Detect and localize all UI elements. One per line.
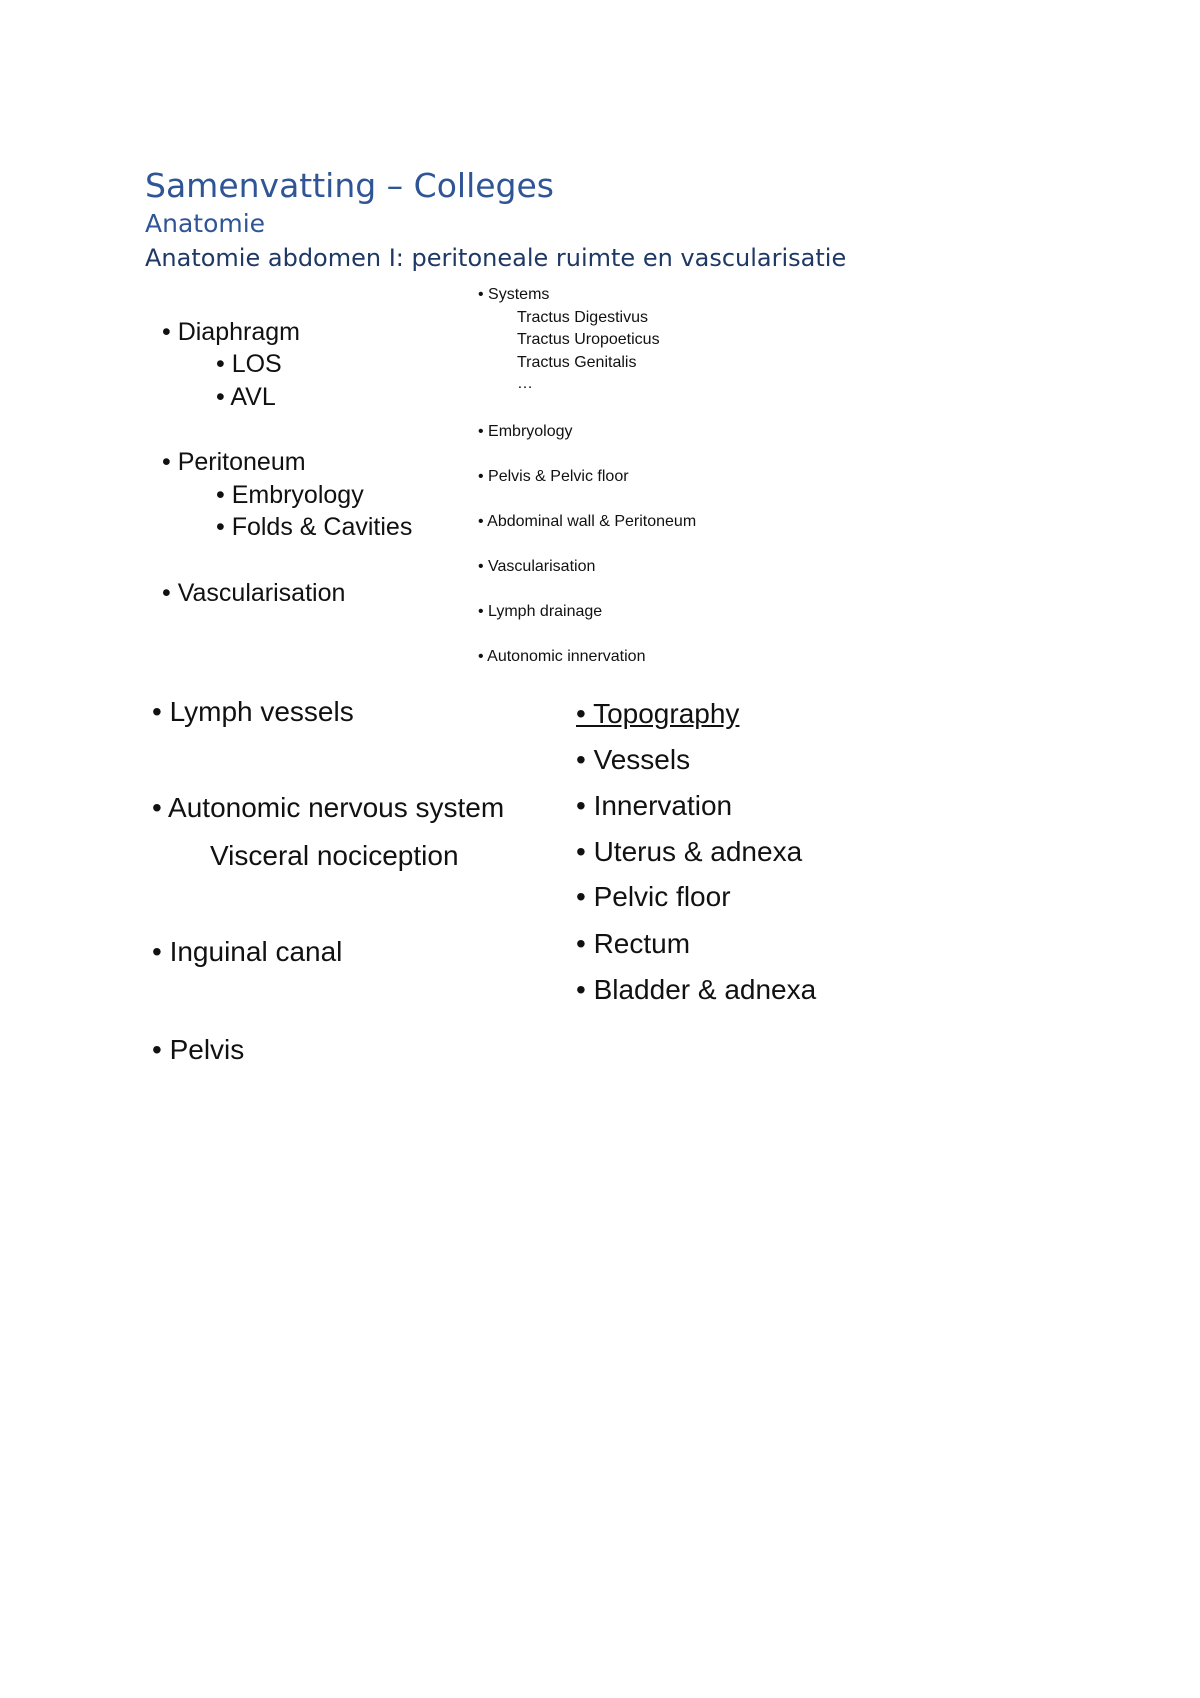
list-item: • Pelvic floor [576, 881, 731, 912]
list-item: • Embryology [478, 423, 573, 440]
list-item: • Peritoneum [162, 448, 306, 476]
list-item: • Abdominal wall & Peritoneum [478, 513, 697, 530]
subsection-heading: Anatomie abdomen I: peritoneale ruimte en vascularisatie [145, 244, 847, 272]
list-item: • Lymph vessels [152, 696, 354, 727]
section-heading: Anatomie [145, 209, 266, 238]
list-item: • Lymph drainage [478, 603, 603, 620]
list-item: • Autonomic nervous system [152, 792, 505, 823]
list-item: Tractus Genitalis [517, 354, 637, 371]
list-item: • Folds & Cavities [216, 513, 413, 541]
list-item: • Rectum [576, 928, 691, 959]
list-item: • Inguinal canal [152, 936, 343, 967]
list-item: • Vascularisation [478, 558, 596, 575]
list-item: Tractus Uropoeticus [517, 331, 660, 348]
list-item: • Pelvis & Pelvic floor [478, 468, 629, 485]
list-item: • Diaphragm [162, 318, 300, 346]
list-item: • Embryology [216, 481, 364, 509]
list-item: • Autonomic innervation [478, 648, 646, 665]
list-item: • Vascularisation [162, 579, 346, 607]
list-item: Visceral nociception [210, 840, 459, 871]
list-item: • Bladder & adnexa [576, 974, 817, 1005]
list-item: • LOS [216, 350, 282, 378]
list-item: • Uterus & adnexa [576, 836, 803, 867]
list-item: • Pelvis [152, 1034, 245, 1065]
list-item: … [517, 375, 533, 392]
list-item: • AVL [216, 383, 276, 411]
list-item: • Systems [478, 286, 550, 303]
list-item: • Innervation [576, 790, 733, 821]
document-title: Samenvatting – Colleges [145, 166, 554, 205]
list-item: • Vessels [576, 744, 691, 775]
list-item: • Topography [576, 698, 740, 729]
list-item: Tractus Digestivus [517, 309, 648, 326]
